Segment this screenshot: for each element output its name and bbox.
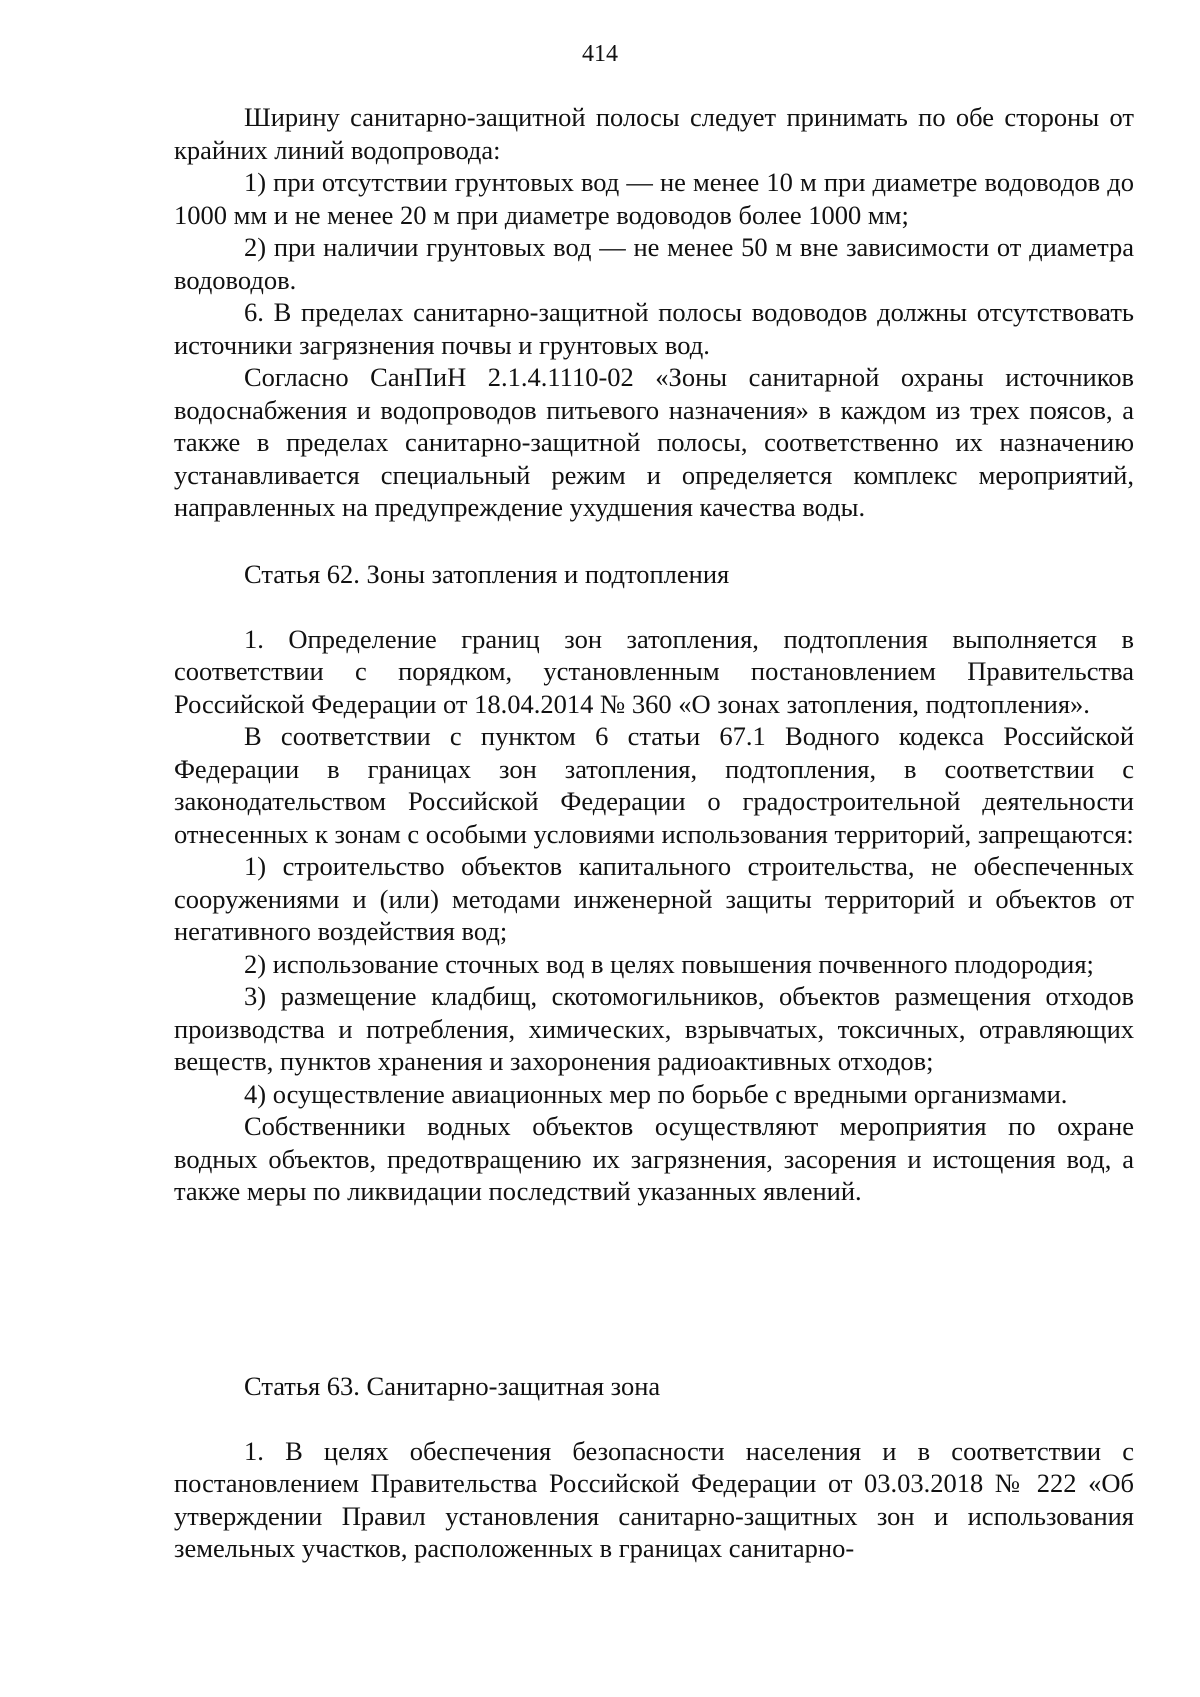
text-block-continuation	[174, 101, 1134, 524]
article-heading: Статья 63. Санитарно-защитная зона	[244, 1371, 661, 1401]
list-item: 3) размещение кладбищ, скотомогильников, объектов размещения отходов производства и потребления, химических, взрывчатых, токсичных, отравляющих веществ, пунктов хранения и захоронения радиоактивных отходов;	[174, 981, 1134, 1076]
list-item: 4) осуществление авиационных мер по борьбе с вредными организмами.	[244, 1078, 1068, 1109]
paragraph: 6. В пределах санитарно-защитной полосы водоводов должны отсутствовать источники загрязнения почвы и грунтовых вод.	[174, 297, 1134, 360]
list-item: 1) строительство объектов капитального строительства, не обеспеченных сооружениями и (или) методами инженерной защиты территорий и объектов от негативного воздействия вод;	[174, 851, 1134, 946]
paragraph: 1. Определение границ зон затопления, подтопления выполняется в соответствии с порядком, установленным постановлением Правительства Российской Федерации от 18.04.2014 № 360 «О зонах затопления, подтопления».	[174, 623, 1134, 719]
paragraph: Собственники водных объектов осуществляют мероприятия по охране водных объектов, предотвращению их загрязнения, засорения и истощения вод, а также меры по ликвидации последствий указанных явлений.	[174, 1111, 1134, 1206]
article-heading: Статья 62. Зоны затопления и подтопления	[244, 559, 730, 589]
paragraph: Ширину санитарно-защитной полосы следует принимать по обе стороны от крайних линий водопровода:	[174, 102, 1134, 165]
page-number: 414	[582, 41, 618, 67]
paragraph: 1) при отсутствии грунтовых вод — не менее 10 м при диаметре водоводов до 1000 мм и не менее 20 м при диаметре водоводов более 1000 мм;	[174, 167, 1134, 230]
paragraph: В соответствии с пунктом 6 статьи 67.1 Водного кодекса Российской Федерации в границах зон затопления, подтопления, в соответствии с законодательством Российской Федерации о градостроительной деятельности отнесенных к зонам с особыми условиями использования территорий, запрещаются:	[174, 721, 1134, 849]
article-63-section	[174, 1370, 1134, 1565]
paragraph: 2) при наличии грунтовых вод — не менее 50 м вне зависимости от диаметра водоводов.	[174, 232, 1134, 295]
list-item: 2) использование сточных вод в целях повышения почвенного плодородия;	[244, 948, 1094, 979]
paragraph: Согласно СанПиН 2.1.4.1110-02 «Зоны санитарной охраны источников водоснабжения и водопроводов питьевого назначения» в каждом из трех поясов, а также в пределах санитарно-защитной полосы, соответственно их назначению устанавливается специальный режим и определяется комплекс мероприятий, направленных на предупреждение ухудшения качества воды.	[174, 362, 1134, 522]
article-62-section	[174, 558, 1134, 1208]
paragraph: 1. В целях обеспечения безопасности населения и в соответствии с постановлением Правительства Российской Федерации от 03.03.2018 № 222 «Об утверждении Правил установления санитарно-защитных зон и использования земельных участков, расположенных в границах санитарно-	[174, 1435, 1134, 1563]
